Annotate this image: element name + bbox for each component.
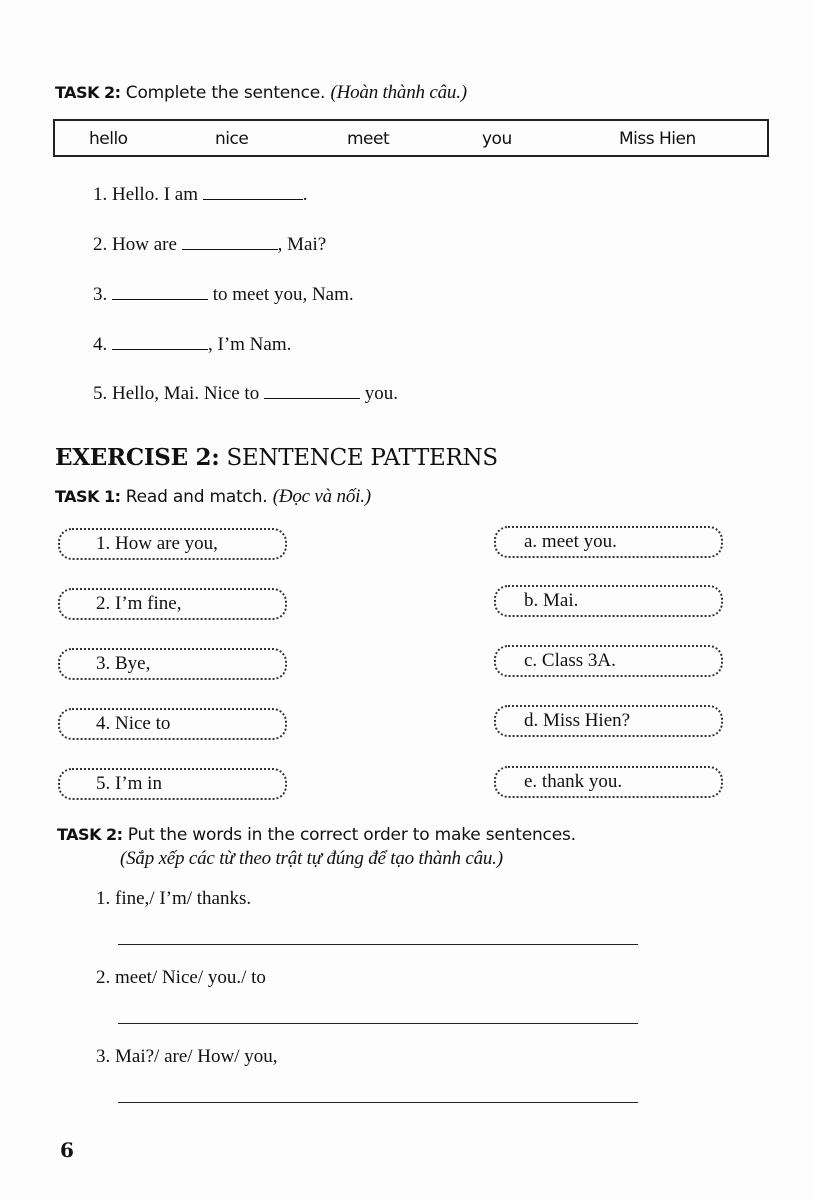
- order-item: 3. Mai?/ are/ How/ you,: [96, 1046, 278, 1067]
- sentence-number: 2.: [93, 234, 108, 255]
- sentence-number: 5.: [93, 383, 108, 404]
- sentence-text: , Mai?: [277, 234, 327, 255]
- answer-line[interactable]: [118, 1102, 638, 1103]
- task2-complete-heading: [55, 82, 467, 104]
- task-label: TASK 1:: [55, 487, 121, 506]
- word-bank-item: nice: [215, 129, 249, 149]
- match-right-item[interactable]: c. Class 3A.: [494, 645, 723, 677]
- sentence-text: to meet you, Nam.: [212, 284, 354, 305]
- match-left-item[interactable]: 1. How are you,: [58, 528, 287, 560]
- task1-match-heading: [55, 486, 371, 508]
- blank-input[interactable]: [112, 335, 208, 350]
- word-bank-item: Miss Hien: [619, 129, 696, 149]
- match-right-item[interactable]: a. meet you.: [494, 526, 723, 558]
- match-left-item[interactable]: 3. Bye,: [58, 648, 287, 680]
- match-right-item[interactable]: e. thank you.: [494, 766, 723, 798]
- sentence-text: , I’m Nam.: [208, 334, 292, 355]
- sentence-2: [93, 234, 326, 256]
- blank-input[interactable]: [203, 185, 303, 200]
- answer-line[interactable]: [118, 1023, 638, 1024]
- task-instruction: Read and match.: [125, 487, 268, 507]
- task-translation: (Đọc và nối.): [272, 486, 371, 507]
- word-bank-item: hello: [89, 129, 128, 149]
- task-translation: (Sắp xếp các từ theo trật tự đúng để tạo thành câu.): [120, 848, 503, 869]
- order-item: 1. fine,/ I’m/ thanks.: [96, 888, 252, 909]
- sentence-4: [93, 334, 291, 356]
- sentence-text: Hello, Mai. Nice to: [112, 383, 260, 404]
- task-instruction: Complete the sentence.: [125, 83, 326, 103]
- match-left-item[interactable]: 4. Nice to: [58, 708, 287, 740]
- task2-order-heading: [57, 825, 576, 845]
- match-right-item[interactable]: d. Miss Hien?: [494, 705, 723, 737]
- sentence-3: [93, 284, 354, 306]
- task-translation: (Hoàn thành câu.): [330, 82, 467, 103]
- exercise-title: [55, 444, 498, 471]
- sentence-text: .: [302, 184, 308, 205]
- blank-input[interactable]: [112, 285, 208, 300]
- match-right-item[interactable]: b. Mai.: [494, 585, 723, 617]
- blank-input[interactable]: [264, 384, 360, 399]
- sentence-1: [93, 184, 308, 206]
- sentence-number: 1.: [93, 184, 108, 205]
- word-bank: [53, 119, 769, 157]
- page-number: 6: [60, 1138, 74, 1162]
- task-label: TASK 2:: [55, 83, 121, 102]
- order-item: 2. meet/ Nice/ you./ to: [96, 967, 266, 988]
- answer-line[interactable]: [118, 944, 638, 945]
- task-instruction: Put the words in the correct order to make sentences.: [127, 825, 576, 845]
- sentence-number: 3.: [93, 284, 108, 305]
- blank-input[interactable]: [182, 235, 278, 250]
- sentence-number: 4.: [93, 334, 108, 355]
- word-bank-item: you: [482, 129, 512, 149]
- sentence-text: Hello. I am: [112, 184, 199, 205]
- sentence-5: [93, 383, 398, 405]
- task2-order-translation-row: [120, 848, 503, 870]
- exercise-label: EXERCISE 2:: [55, 444, 220, 471]
- sentence-text: you.: [364, 383, 398, 404]
- sentence-text: How are: [112, 234, 177, 255]
- task-label: TASK 2:: [57, 825, 123, 844]
- match-left-item[interactable]: 2. I’m fine,: [58, 588, 287, 620]
- exercise-name: SENTENCE PATTERNS: [226, 445, 498, 471]
- word-bank-item: meet: [347, 129, 390, 149]
- match-left-item[interactable]: 5. I’m in: [58, 768, 287, 800]
